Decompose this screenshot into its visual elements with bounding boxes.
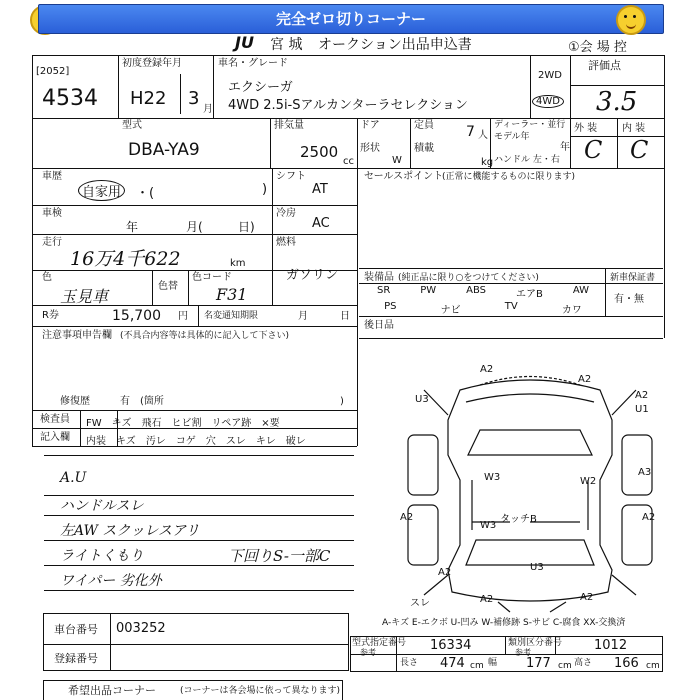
vehicle-name: エクシーガ <box>228 80 293 95</box>
equipment-item: ABS <box>466 285 487 296</box>
mileage-unit: km <box>230 258 246 269</box>
length-label: 長さ <box>400 658 419 668</box>
dealer-label: ディーラー・並行 <box>494 120 566 130</box>
damage-mark: U1 <box>635 404 649 415</box>
height-label: 高さ <box>574 658 593 668</box>
registration-label: 初度登録年月 <box>122 58 182 69</box>
steering-label: ハンドル 左・右 <box>494 155 560 165</box>
inspector-label: 検査員 <box>40 414 70 425</box>
history-label: 車歴 <box>42 171 62 182</box>
equipment-item: SR <box>376 285 391 296</box>
damage-mark: A2 <box>642 512 656 523</box>
width-unit: cm <box>558 661 572 671</box>
class-label: 類別区分番号 <box>508 638 563 648</box>
frame-value: 003252 <box>116 621 166 636</box>
color-code: F31 <box>216 285 248 304</box>
displacement-unit: cc <box>343 156 354 167</box>
repair-where: (箇所 <box>140 396 164 407</box>
frame-label: 車台番号 <box>54 623 98 636</box>
handwritten-note: ワイパー 劣化外 <box>60 573 162 589</box>
registration-month: 3 <box>188 88 200 109</box>
ac-value: AC <box>312 216 330 231</box>
displacement: 2500 <box>300 143 339 161</box>
damage-mark: W3 <box>480 520 497 531</box>
wish-label: 希望出品コーナー <box>68 684 156 697</box>
checklist-item: FW <box>86 418 102 429</box>
color-code-label: 色コード <box>192 272 232 283</box>
name-label: 車名・グレード <box>218 58 288 69</box>
car-damage-diagram <box>380 360 680 620</box>
damage-mark: W3 <box>484 472 501 483</box>
checklist-item: 破レ <box>285 436 306 447</box>
inspection-year: 年 <box>126 220 139 234</box>
damage-mark: A2 <box>400 512 414 523</box>
damage-mark: W2 <box>580 476 597 487</box>
drive-2wd: 2WD <box>538 70 562 81</box>
handwritten-notes <box>60 470 250 595</box>
logo: JU <box>235 33 254 52</box>
checklist-item: 飛石 <box>141 418 162 429</box>
notes-hint: (不具合内容等は具体的に記入して下さい) <box>120 331 290 341</box>
notes-label: 注意事項申告欄 <box>42 330 112 341</box>
shape-label: 形状 <box>360 143 380 154</box>
new-car-value: 有・無 <box>614 294 644 305</box>
inspection-label: 車検 <box>42 208 62 219</box>
damage-legend: A-キズ E-エクボ U-凹み W-補修跡 S-サビ C-腐食 XX-交換済 <box>382 618 626 628</box>
expiry-label: 名変通知期限 <box>204 311 259 321</box>
banner: 完全ゼロ切りコーナー <box>38 4 664 34</box>
damage-mark: A2 <box>480 364 494 375</box>
tax-label: R券 <box>42 310 59 321</box>
damage-mark: タッチB <box>500 514 537 525</box>
repair-label: 修復歴 <box>60 396 90 407</box>
interior-label: 内 装 <box>622 123 646 134</box>
site-label: ①会 場 控 <box>568 40 627 55</box>
handwritten-note: ハンドルスレ <box>60 498 144 514</box>
notes-entry-label: 記入欄 <box>40 432 70 443</box>
lot-number: 4534 <box>42 86 98 111</box>
shift-label: シフト <box>276 171 306 182</box>
right-front-door <box>622 435 652 495</box>
history-close: ) <box>262 182 268 197</box>
vehicle-grade: 4WD 2.5i-Sアルカンターラセレクション <box>228 98 468 113</box>
left-front-door <box>408 435 438 495</box>
reg-label: 登録番号 <box>54 652 98 665</box>
registration-year: H22 <box>130 88 167 109</box>
checklist-item: コゲ <box>175 436 196 447</box>
damage-mark: A2 <box>635 390 649 401</box>
capacity: 7 <box>466 124 475 140</box>
checklist-item: リペア跡 <box>211 418 252 429</box>
region: 宮 城 <box>270 37 303 53</box>
evaluation-score: 3.5 <box>596 87 638 117</box>
equipment-item: ナビ <box>440 305 461 316</box>
capacity-label: 定員 <box>414 120 434 131</box>
model-label: 型式 <box>122 120 142 131</box>
height-unit: cm <box>646 661 660 671</box>
mileage-value: 16万4千622 <box>70 248 181 270</box>
model: DBA-YA9 <box>128 140 200 160</box>
class-ref: 参考 <box>515 648 531 657</box>
equipment-item: PS <box>384 301 397 312</box>
height-value: 166 <box>614 656 639 671</box>
windshield <box>468 430 592 455</box>
load-label: 積載 <box>414 143 434 154</box>
equipment-item: PW <box>420 285 437 296</box>
damage-mark: A2 <box>580 592 594 603</box>
equipment-row2 <box>362 301 604 316</box>
capacity-unit: 人 <box>478 130 488 141</box>
handwritten-right: 下回りS-一部C <box>228 547 331 565</box>
displacement-label: 排気量 <box>274 120 304 131</box>
length-value: 474 <box>440 656 465 671</box>
checklist-item: キレ <box>255 436 276 447</box>
fuel-label: 燃料 <box>276 237 296 248</box>
mileage-label: 走行 <box>42 237 62 248</box>
month-unit: 月 <box>203 104 213 115</box>
checklist-row1 <box>86 414 290 429</box>
model-code: 16334 <box>430 638 472 653</box>
tax-value: 15,700 <box>112 308 161 324</box>
equipment-item: AW <box>572 285 590 296</box>
checklist-item: キズ <box>111 418 132 429</box>
checklist-row2 <box>86 432 316 447</box>
damage-mark: A2 <box>480 594 494 605</box>
equipment-item: エアB <box>515 289 543 300</box>
equipment-row1 <box>362 285 604 300</box>
mascot-icon <box>616 5 646 35</box>
interior-grade: C <box>630 136 649 164</box>
handwritten-note: ライトくもり <box>60 548 144 564</box>
wish-hint: (コーナーは各会場に依って異なります) <box>180 686 341 696</box>
equipment-hint: (純正品に限り○をつけてください) <box>398 273 539 283</box>
exterior-grade: C <box>584 136 603 164</box>
checklist-item: 内装 <box>86 436 106 447</box>
evaluation-label: 評価点 <box>588 59 621 72</box>
class-code: 1012 <box>594 638 628 653</box>
load-unit: kg <box>481 157 494 168</box>
handwritten-note: A.U <box>60 470 87 486</box>
model-code-label: 型式指定番号 <box>352 638 407 648</box>
expiry-month: 月 <box>298 311 308 322</box>
checklist-item: ×要 <box>261 418 280 429</box>
width-label: 幅 <box>488 658 498 668</box>
checklist-item: スレ <box>225 436 246 447</box>
drive-4wd: 4WD <box>532 95 564 108</box>
new-car-label: 新車保証書 <box>610 273 656 283</box>
inspection-month: 月( <box>186 220 203 234</box>
exterior-label: 外 装 <box>574 123 598 134</box>
checklist-item: 汚レ <box>145 436 166 447</box>
fuel-value: ガソリン <box>286 268 339 283</box>
rear-items-label: 後日品 <box>364 320 394 331</box>
damage-mark: U3 <box>415 394 429 405</box>
equipment-item: TV <box>504 301 518 312</box>
color-value: 玉見車 <box>60 287 109 306</box>
expiry-day: 日 <box>340 311 350 322</box>
handwritten-note: 左AW スクッレスアリ <box>60 523 200 539</box>
damage-mark: A2 <box>578 374 592 385</box>
damage-mark: A3 <box>638 467 652 478</box>
color-label: 色 <box>42 272 52 283</box>
checklist-item: キズ <box>116 436 136 447</box>
shift-value: AT <box>312 182 328 197</box>
form-title: オークション出品申込書 <box>318 37 472 53</box>
session-number: [2052] <box>36 66 70 77</box>
year-suffix: 年 <box>560 142 570 153</box>
length-unit: cm <box>470 661 484 671</box>
equipment-item: カワ <box>561 305 582 316</box>
ac-label: 冷房 <box>276 208 296 219</box>
repair-close: ) <box>340 396 344 407</box>
tax-unit: 円 <box>178 311 188 322</box>
width-value: 177 <box>526 656 551 671</box>
damage-mark: A2 <box>438 567 452 578</box>
sales-point-label: セールスポイント <box>364 171 444 182</box>
sales-point-hint: (正常に機能するものに限ります) <box>442 172 576 182</box>
history-value: 自家用 <box>78 180 125 201</box>
equipment-label: 装備品 <box>364 272 394 283</box>
checklist-item: ヒビ割 <box>171 418 202 429</box>
repair-value: 有 <box>120 396 130 407</box>
checklist-item: 穴 <box>205 436 216 447</box>
doors-label: ドア <box>360 120 380 131</box>
damage-mark: スレ <box>410 598 430 609</box>
inspection-day: 日) <box>238 220 255 234</box>
shape: W <box>392 155 402 166</box>
model-year-label: モデル年 <box>494 132 530 142</box>
history-rest: ・( <box>136 186 155 201</box>
model-code-ref: 参考 <box>360 648 376 657</box>
damage-mark: U3 <box>530 562 544 573</box>
color-change-label: 色替 <box>158 281 178 292</box>
